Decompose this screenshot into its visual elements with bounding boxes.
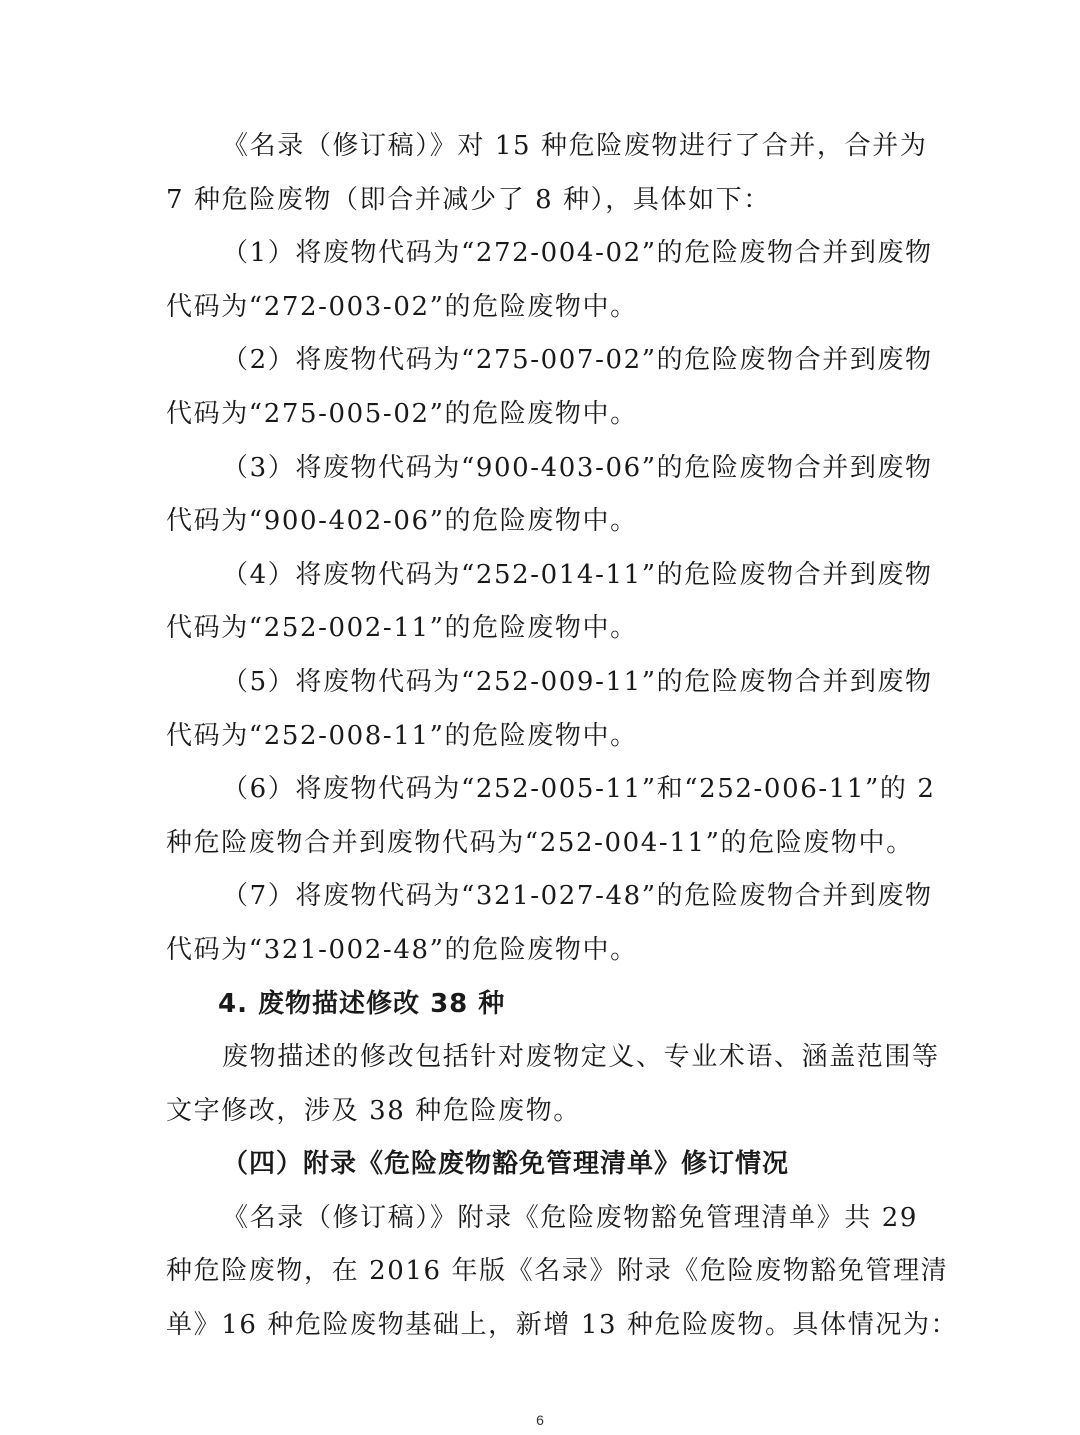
merge-item-7-line-2: 代码为“321-002-48”的危险废物中。 — [166, 934, 638, 965]
merge-item-2-line-2: 代码为“275-005-02”的危险废物中。 — [166, 398, 638, 429]
section-heading-exemption-list: （四）附录《危险废物豁免管理清单》修订情况 — [222, 1149, 790, 1180]
paragraph-merge-intro-line-1: 《名录（修订稿）》对 15 种危险废物进行了合并，合并为 — [222, 131, 928, 161]
exemption-list-line-3: 单》16 种危险废物基础上，新增 13 种危险废物。具体情况为： — [166, 1310, 959, 1341]
merge-item-6-line-1: （6）将废物代码为“252-005-11”和“252-006-11”的 2 — [222, 774, 936, 805]
merge-item-3-line-1: （3）将废物代码为“900-403-06”的危险废物合并到废物 — [222, 452, 933, 483]
merge-item-1-line-2: 代码为“272-003-02”的危险废物中。 — [166, 291, 638, 322]
section-heading-description-changes: 4. 废物描述修改 38 种 — [218, 988, 506, 1019]
exemption-list-line-2: 种危险废物，在 2016 年版《名录》附录《危险废物豁免管理清 — [166, 1256, 949, 1287]
merge-item-4-line-1: （4）将废物代码为“252-014-11”的危险废物合并到废物 — [222, 559, 933, 590]
exemption-list-line-1: 《名录（修订稿）》附录《危险废物豁免管理清单》共 29 — [222, 1202, 918, 1233]
merge-item-7-line-1: （7）将废物代码为“321-027-48”的危险废物合并到废物 — [222, 881, 933, 912]
merge-item-6-line-2: 种危险废物合并到废物代码为“252-004-11”的危险废物中。 — [166, 827, 914, 858]
paragraph-merge-intro-line-2: 7 种危险废物（即合并减少了 8 种），具体如下： — [166, 184, 771, 215]
merge-item-4-line-2: 代码为“252-002-11”的危险废物中。 — [166, 613, 638, 644]
merge-item-5-line-2: 代码为“252-008-11”的危险废物中。 — [166, 720, 638, 751]
merge-item-2-line-1: （2）将废物代码为“275-007-02”的危险废物合并到废物 — [222, 345, 933, 376]
document-body — [166, 120, 959, 1353]
page-number: 6 — [536, 1412, 544, 1428]
merge-item-5-line-1: （5）将废物代码为“252-009-11”的危险废物合并到废物 — [222, 666, 933, 697]
merge-item-3-line-2: 代码为“900-402-06”的危险废物中。 — [166, 506, 638, 537]
description-changes-line-2: 文字修改，涉及 38 种危险废物。 — [166, 1095, 581, 1126]
description-changes-line-1: 废物描述的修改包括针对废物定义、专业术语、涵盖范围等 — [222, 1042, 940, 1073]
merge-item-1-line-1: （1）将废物代码为“272-004-02”的危险废物合并到废物 — [222, 238, 933, 269]
